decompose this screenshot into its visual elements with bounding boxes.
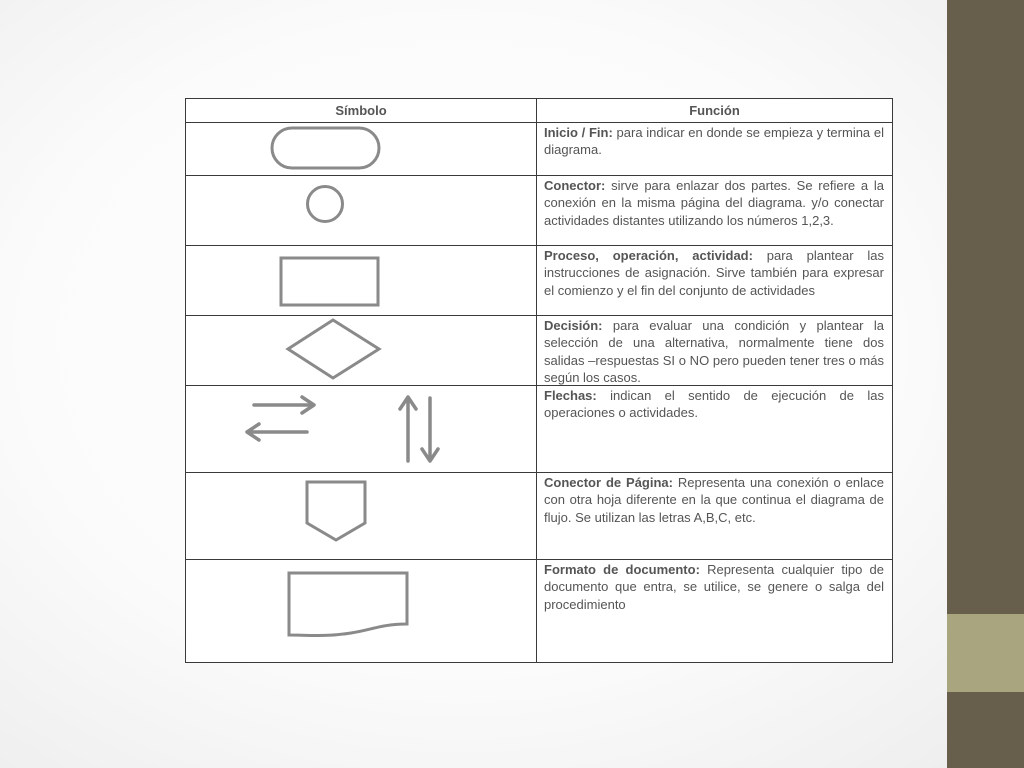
- decision-diamond-icon: [186, 316, 535, 385]
- table-row: [186, 246, 893, 316]
- row-text: Representa cualquier tipo de documento que entra, se utilice, se genere o salga del procedimiento: [544, 562, 884, 612]
- row-term: Flechas:: [544, 388, 597, 403]
- table-row: [186, 473, 893, 560]
- row-text: sirve para enlazar dos partes. Se refiere a la conexión en la misma página del diagrama. y/o conectar actividades distantes utilizando los números 1,2,3.: [544, 178, 884, 228]
- row-term: Decisión:: [544, 318, 603, 333]
- function-cell: [537, 560, 893, 663]
- symbol-cell: [186, 246, 537, 316]
- row-term: Formato de documento:: [544, 562, 700, 577]
- side-accent-block: [947, 614, 1024, 692]
- terminal-oval-icon: [186, 123, 535, 175]
- row-term: Conector de Página:: [544, 475, 673, 490]
- row-text: Representa una conexión o enlace con otra hoja diferente en la que continua el diagrama de flujo. Se utilizan las letras A,B,C, etc.: [544, 475, 884, 525]
- table-row: [186, 176, 893, 246]
- symbol-cell: [186, 176, 537, 246]
- document-shape-icon: [186, 560, 535, 662]
- function-cell: [537, 386, 893, 473]
- connector-circle-icon: [186, 176, 535, 245]
- flowchart-symbols-table: [185, 98, 893, 663]
- function-cell: [537, 473, 893, 560]
- row-term: Inicio / Fin:: [544, 125, 613, 140]
- symbol-cell: [186, 560, 537, 663]
- process-rectangle-icon: [186, 246, 535, 315]
- symbol-cell: [186, 316, 537, 386]
- function-cell: [537, 123, 893, 176]
- row-text: para evaluar una condición y plantear la selección de una alternativa, normalmente tiene dos salidas –respuestas SI o NO pero pueden tener tres o más según los casos.: [544, 318, 884, 385]
- row-text: indican el sentido de ejecución de las operaciones o actividades.: [544, 388, 884, 421]
- row-term: Conector:: [544, 178, 606, 193]
- row-text: para indicar en donde se empieza y termina el diagrama.: [544, 125, 884, 158]
- table-row: [186, 123, 893, 176]
- row-text: para plantear las instrucciones de asignación. Sirve también para expresar el comienzo y el fin del conjunto de actividades: [544, 248, 884, 298]
- flow-arrows-icon: [186, 386, 535, 472]
- symbol-cell: [186, 386, 537, 473]
- page-connector-icon: [186, 473, 535, 559]
- function-cell: [537, 176, 893, 246]
- table-row: [186, 316, 893, 386]
- table-row: [186, 560, 893, 663]
- symbol-cell: [186, 123, 537, 176]
- table-row: [186, 386, 893, 473]
- header-function: Función: [537, 99, 893, 123]
- row-term: Proceso, operación, actividad:: [544, 248, 753, 263]
- table-header-row: [186, 99, 893, 123]
- symbol-cell: [186, 473, 537, 560]
- function-cell: [537, 246, 893, 316]
- header-symbol: Símbolo: [186, 99, 537, 123]
- function-cell: [537, 316, 893, 386]
